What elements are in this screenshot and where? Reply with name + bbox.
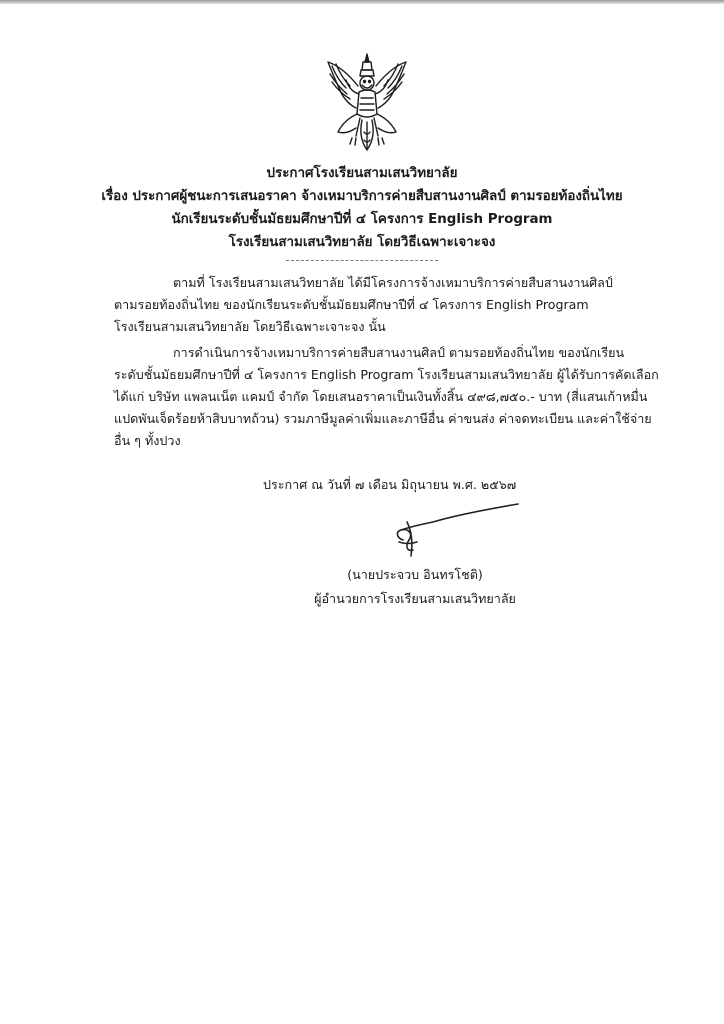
paragraph-1-line: ตามรอยท้องถิ่นไทย ของนักเรียนระดับชั้นมัธยมศึกษาปีที่ ๔ โครงการ English Program bbox=[114, 297, 589, 312]
signer-name: (นายประจวบ อินทรโชติ) bbox=[347, 567, 483, 582]
subject-line-3: โรงเรียนสามเสนวิทยาลัย โดยวิธีเฉพาะเจาะจง bbox=[228, 235, 496, 250]
signer-position: ผู้อำนวยการโรงเรียนสามเสนวิทยาลัย bbox=[314, 591, 516, 606]
announcement-title: ประกาศโรงเรียนสามเสนวิทยาลัย bbox=[266, 166, 458, 181]
paragraph-1-line: โรงเรียนสามเสนวิทยาลัย โดยวิธีเฉพาะเจาะจง นั้น bbox=[114, 319, 386, 334]
dashed-divider bbox=[286, 260, 438, 261]
garuda-emblem-icon bbox=[322, 52, 412, 154]
paragraph-2-line: ได้แก่ บริษัท แพลนเน็ต แคมป์ จำกัด โดยเสนอราคาเป็นเงินทั้งสิ้น ๔๙๘,๗๕๐.- บาท (สี่แสนเก้าหมื่น bbox=[114, 389, 648, 404]
paragraph-1 bbox=[114, 272, 634, 338]
announcement-date: ประกาศ ณ วันที่ ๗ เดือน มิถุนายน พ.ศ. ๒๕๖๗ bbox=[263, 477, 517, 492]
paragraph-2 bbox=[114, 342, 659, 452]
handwritten-signature bbox=[383, 500, 523, 560]
scan-edge bbox=[0, 0, 724, 4]
subject-line: เรื่อง ประกาศผู้ชนะการเสนอราคา จ้างเหมาบริการค่ายสืบสานงานศิลป์ ตามรอยท้องถิ่นไทย bbox=[101, 189, 623, 204]
paragraph-2-line: ระดับชั้นมัธยมศึกษาปีที่ ๔ โครงการ English Program โรงเรียนสามเสนวิทยาลัย ผู้ได้รับการคัดเลือก bbox=[114, 367, 659, 382]
paragraph-2-line: การดำเนินการจ้างเหมาบริการค่ายสืบสานงานศิลป์ ตามรอยท้องถิ่นไทย ของนักเรียน bbox=[173, 345, 625, 360]
paragraph-2-line: แปดพันเจ็ดร้อยห้าสิบบาทถ้วน) รวมภาษีมูลค่าเพิ่มและภาษีอื่น ค่าขนส่ง ค่าจดทะเบียน และค่าใช้จ่าย bbox=[114, 411, 652, 426]
subject-line-2: นักเรียนระดับชั้นมัธยมศึกษาปีที่ ๔ โครงการ English Program bbox=[171, 212, 553, 227]
document-heading bbox=[60, 162, 664, 254]
signer-block bbox=[300, 563, 530, 611]
paragraph-1-line: ตามที่ โรงเรียนสามเสนวิทยาลัย ได้มีโครงการจ้างเหมาบริการค่ายสืบสานงานศิลป์ bbox=[173, 275, 613, 290]
paragraph-2-line: อื่น ๆ ทั้งปวง bbox=[114, 433, 181, 448]
